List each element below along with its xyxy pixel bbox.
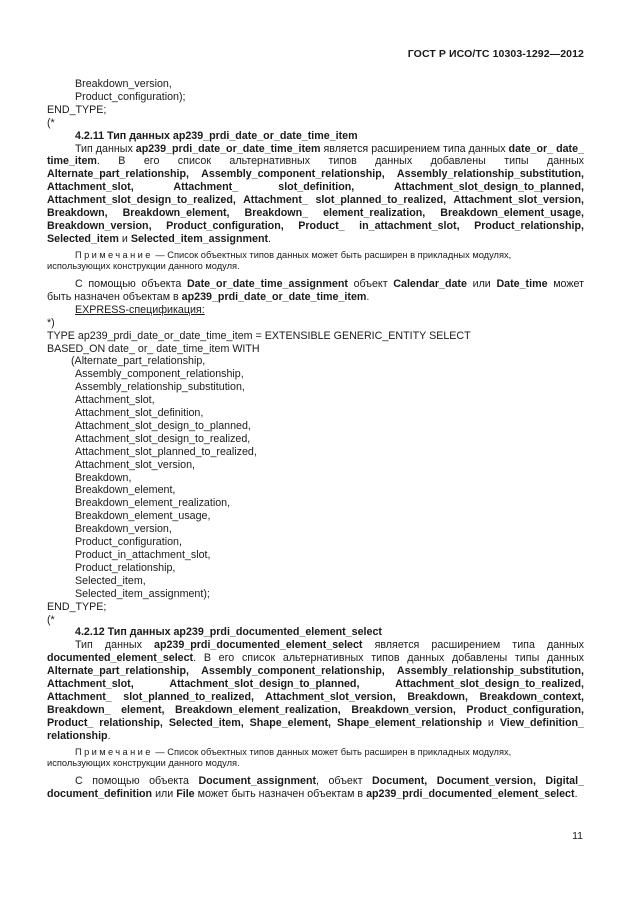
select-item: Attachment_slot_design_to_realized, bbox=[75, 432, 251, 445]
select-item: Breakdown_version, bbox=[75, 523, 172, 536]
select-item: (Alternate_part_relationship, bbox=[71, 355, 206, 368]
code-line: BASED_ON date_ or_ date_time_item WITH bbox=[47, 342, 260, 355]
select-item: Breakdown_element_realization, bbox=[75, 497, 231, 510]
select-item-list bbox=[47, 355, 584, 600]
select-item: Breakdown, bbox=[75, 471, 132, 484]
select-item: Attachment_slot_planned_to_realized, bbox=[75, 445, 257, 458]
paragraph: быть назначен объектам в ap239_prdi_date_or_date_time_item. bbox=[47, 290, 370, 303]
paragraph: time_item. В его список альтернативных типов данных добавлены типы данных Alternate_part_relationship, Assembly_component_relationship, Assembly_relationship_substitution, Attachment_slot, Attachment_ slot_definition, Attachment_slot_design_to_planned, Attachment_slot_design_to_realized, Attachment_ slot_planned_to_realized, Attachment_slot_version, Breakdown, Breakdown_element, Breakdown_ element_realization, Breakdown_element_usage, Breakdown_version, Product_configuration, Product_ in_attachment_slot, Product_relationship, Selected_item и Selected_item_assignment. bbox=[47, 155, 584, 245]
paragraph: С помощью объекта Date_or_date_time_assignment объект Calendar_date или Date_time может bbox=[75, 277, 584, 290]
select-item: Attachment_slot_definition, bbox=[75, 407, 204, 420]
paragraph: document_definition или File может быть назначен объектам в ap239_prdi_documented_element_select. bbox=[47, 787, 578, 800]
code-line: END_TYPE; bbox=[47, 103, 107, 116]
select-item: Assembly_component_relationship, bbox=[75, 368, 244, 381]
code-line: TYPE ap239_prdi_date_or_date_time_item = EXTENSIBLE GENERIC_ENTITY SELECT bbox=[47, 329, 471, 342]
express-spec-label: EXPRESS-спецификация: bbox=[75, 303, 205, 316]
select-item: Product_in_attachment_slot, bbox=[75, 549, 211, 561]
select-item: Assembly_relationship_substitution, bbox=[75, 381, 245, 394]
select-item: Product_configuration, bbox=[75, 536, 182, 549]
select-item: Breakdown_element, bbox=[75, 484, 176, 497]
paragraph: Тип данных ap239_prdi_date_or_date_time_item является расширением типа данных date_or_ date_ bbox=[75, 142, 584, 155]
page-number: 11 bbox=[572, 830, 583, 842]
paragraph: С помощью объекта Document_assignment, объект Document, Document_version, Digital_ bbox=[75, 774, 585, 787]
section-heading-4-2-11: 4.2.11 Тип данных ap239_prdi_date_or_date_time_item bbox=[75, 129, 358, 142]
note-continuation: использующих конструкции данного модуля. bbox=[47, 261, 240, 272]
select-item: Product_relationship, bbox=[75, 561, 176, 574]
select-item: Breakdown_element_usage, bbox=[75, 510, 211, 523]
paragraph: Тип данных ap239_prdi_documented_element_select является расширением типа данных bbox=[75, 639, 584, 652]
code-line: END_TYPE; bbox=[47, 600, 107, 613]
section-heading-4-2-12: 4.2.12 Тип данных ap239_prdi_documented_element_select bbox=[75, 626, 382, 639]
document-header: ГОСТ Р ИСО/ТС 10303-1292—2012 bbox=[407, 48, 584, 60]
code-line: Product_configuration); bbox=[75, 90, 186, 103]
note-continuation: использующих конструкции данного модуля. bbox=[47, 758, 240, 769]
code-line: *) bbox=[47, 316, 55, 329]
code-line: (* bbox=[47, 613, 55, 626]
select-item: Attachment_slot_version, bbox=[75, 458, 195, 471]
select-item: Attachment_slot_design_to_planned, bbox=[75, 419, 251, 432]
page-content bbox=[47, 78, 584, 801]
note: Примечание — Список объектных типов данных может быть расширен в прикладных модулях, bbox=[75, 249, 512, 260]
code-line: Breakdown_version, bbox=[75, 78, 172, 90]
note: Примечание — Список объектных типов данных может быть расширен в прикладных модулях, bbox=[75, 746, 512, 757]
select-item: Selected_item_assignment); bbox=[75, 587, 210, 600]
select-item: Selected_item, bbox=[75, 574, 146, 587]
paragraph: documented_element_select. В его список альтернативных типов данных добавлены типы данных Alternate_part_relationship, Assembly_component_relationship, Assembly_relationship_substitution, Attachment_slot, Attachment_slot_design_to_planned, Attachment_slot_design_to_realized, Attachment_ slot_planned_to_realized, Attachment_slot_version, Breakdown, Breakdown_context, Breakdown_ element, Breakdown_element_realization, Breakdown_version, Product_configuration, Product_ relationship, Selected_item, Shape_element, Shape_element_relationship и View_definition_ relationship. bbox=[47, 652, 584, 742]
select-item: Attachment_slot, bbox=[75, 394, 155, 407]
code-line: (* bbox=[47, 116, 55, 129]
